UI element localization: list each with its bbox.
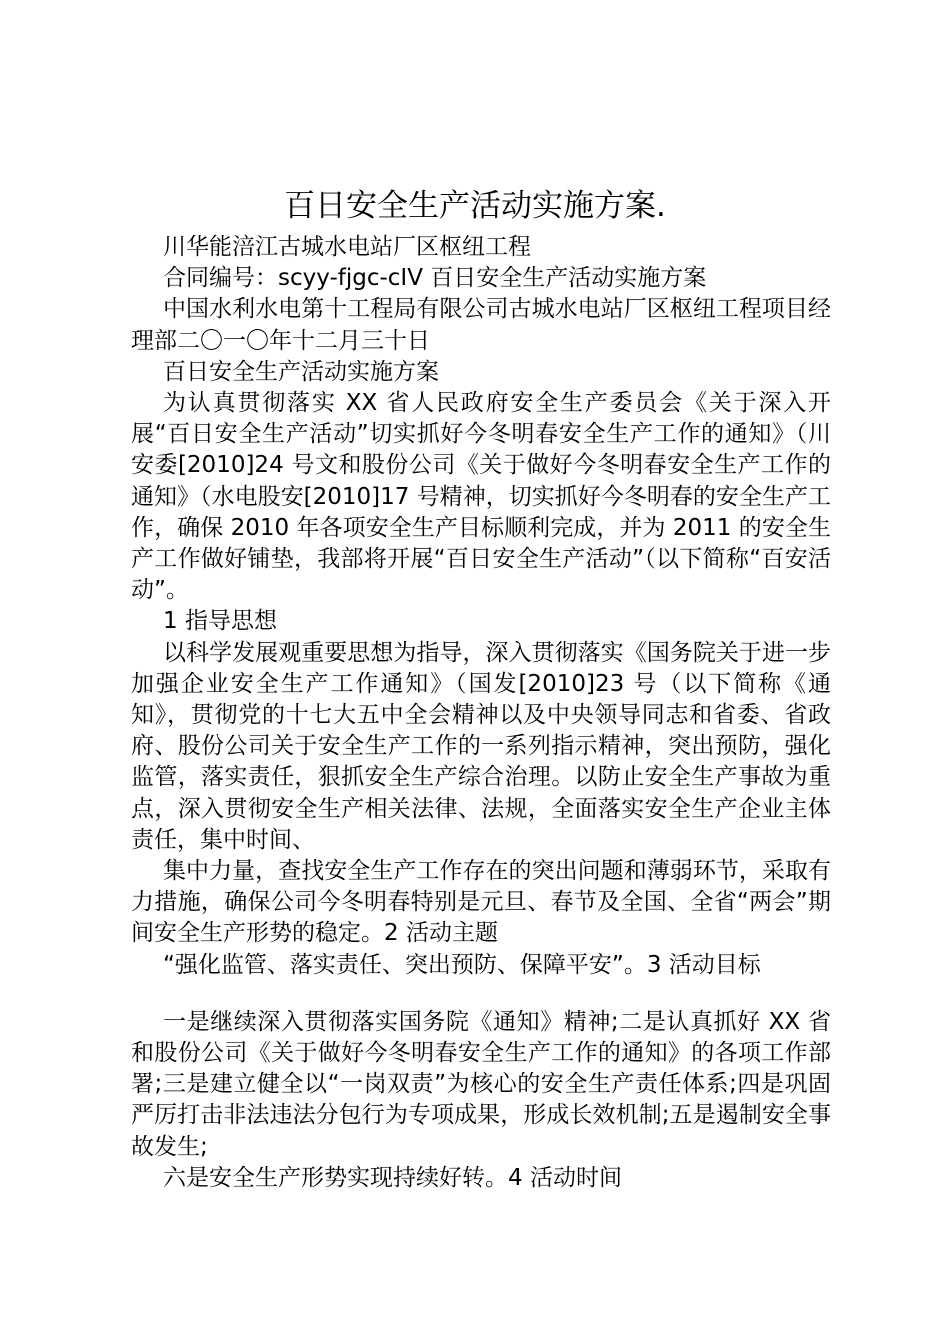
- intro-paragraph: 为认真贯彻落实 XX 省人民政府安全生产委员会《关于深入开展“百日安全生产活动”切实抓好今冬明春安全生产工作的通知》（川安委[2010]24 号文和股份公司《关于做好今冬明春安全生产工作的通知》（水电股安[2010]17 号精神，切实抓好今冬明春的安全生产工作，确保 2010 年各项安全生产目标顺利完成，并为 2011 的安全生产工作做好铺垫，我部将开展“百日安全生产活动”（以下简称“百安活动”。: [131, 390, 831, 604]
- guiding-ideology-paragraph: 以科学发展观重要思想为指导，深入贯彻落实《国务院关于进一步加强企业安全生产工作通知》（国发[2010]23 号（以下简称《通知》，贯彻党的十七大五中全会精神以及中央领导同志和省委、省政府、股份公司关于安全生产工作的一系列指示精神，突出预防，强化监管，落实责任，狠抓安全生产综合治理。以防止安全生产事故为重点，深入贯彻安全生产相关法律、法规，全面落实安全生产企业主体责任，集中时间、: [131, 639, 831, 853]
- department-date-line: 中国水利水电第十工程局有限公司古城水电站厂区枢纽工程项目经理部二〇一〇年十二月三十日: [131, 296, 831, 354]
- document-body: [131, 232, 831, 1194]
- contract-number-line: 合同编号：scyy-fjgc-cIV 百日安全生产活动实施方案: [163, 265, 707, 292]
- goals-continuation-paragraph: 六是安全生产形势实现持续好转。4 活动时间: [163, 1164, 622, 1191]
- focus-paragraph: 集中力量，查找安全生产工作存在的突出问题和薄弱环节，采取有力措施，确保公司今冬明春特别是元旦、春节及全国、全省“两会”期间安全生产形势的稳定。2 活动主题: [131, 858, 831, 947]
- document-title: 百日安全生产活动实施方案.: [284, 188, 666, 224]
- section-heading-guiding-ideology: 1 指导思想: [163, 608, 277, 635]
- theme-paragraph: “强化监管、落实责任、突出预防、保障平安”。3 活动目标: [163, 951, 761, 978]
- goals-paragraph: 一是继续深入贯彻落实国务院《通知》精神;二是认真抓好 XX 省和股份公司《关于做好今冬明春安全生产工作的通知》的各项工作部署;三是建立健全以“一岗双责”为核心的安全生产责任体系;四是巩固严厉打击非法违法分包行为专项成果，形成长效机制;五是遏制安全事故发生;: [131, 1008, 831, 1160]
- plan-heading: 百日安全生产活动实施方案: [163, 358, 439, 385]
- project-name-line: 川华能涪江古城水电站厂区枢纽工程: [163, 234, 531, 260]
